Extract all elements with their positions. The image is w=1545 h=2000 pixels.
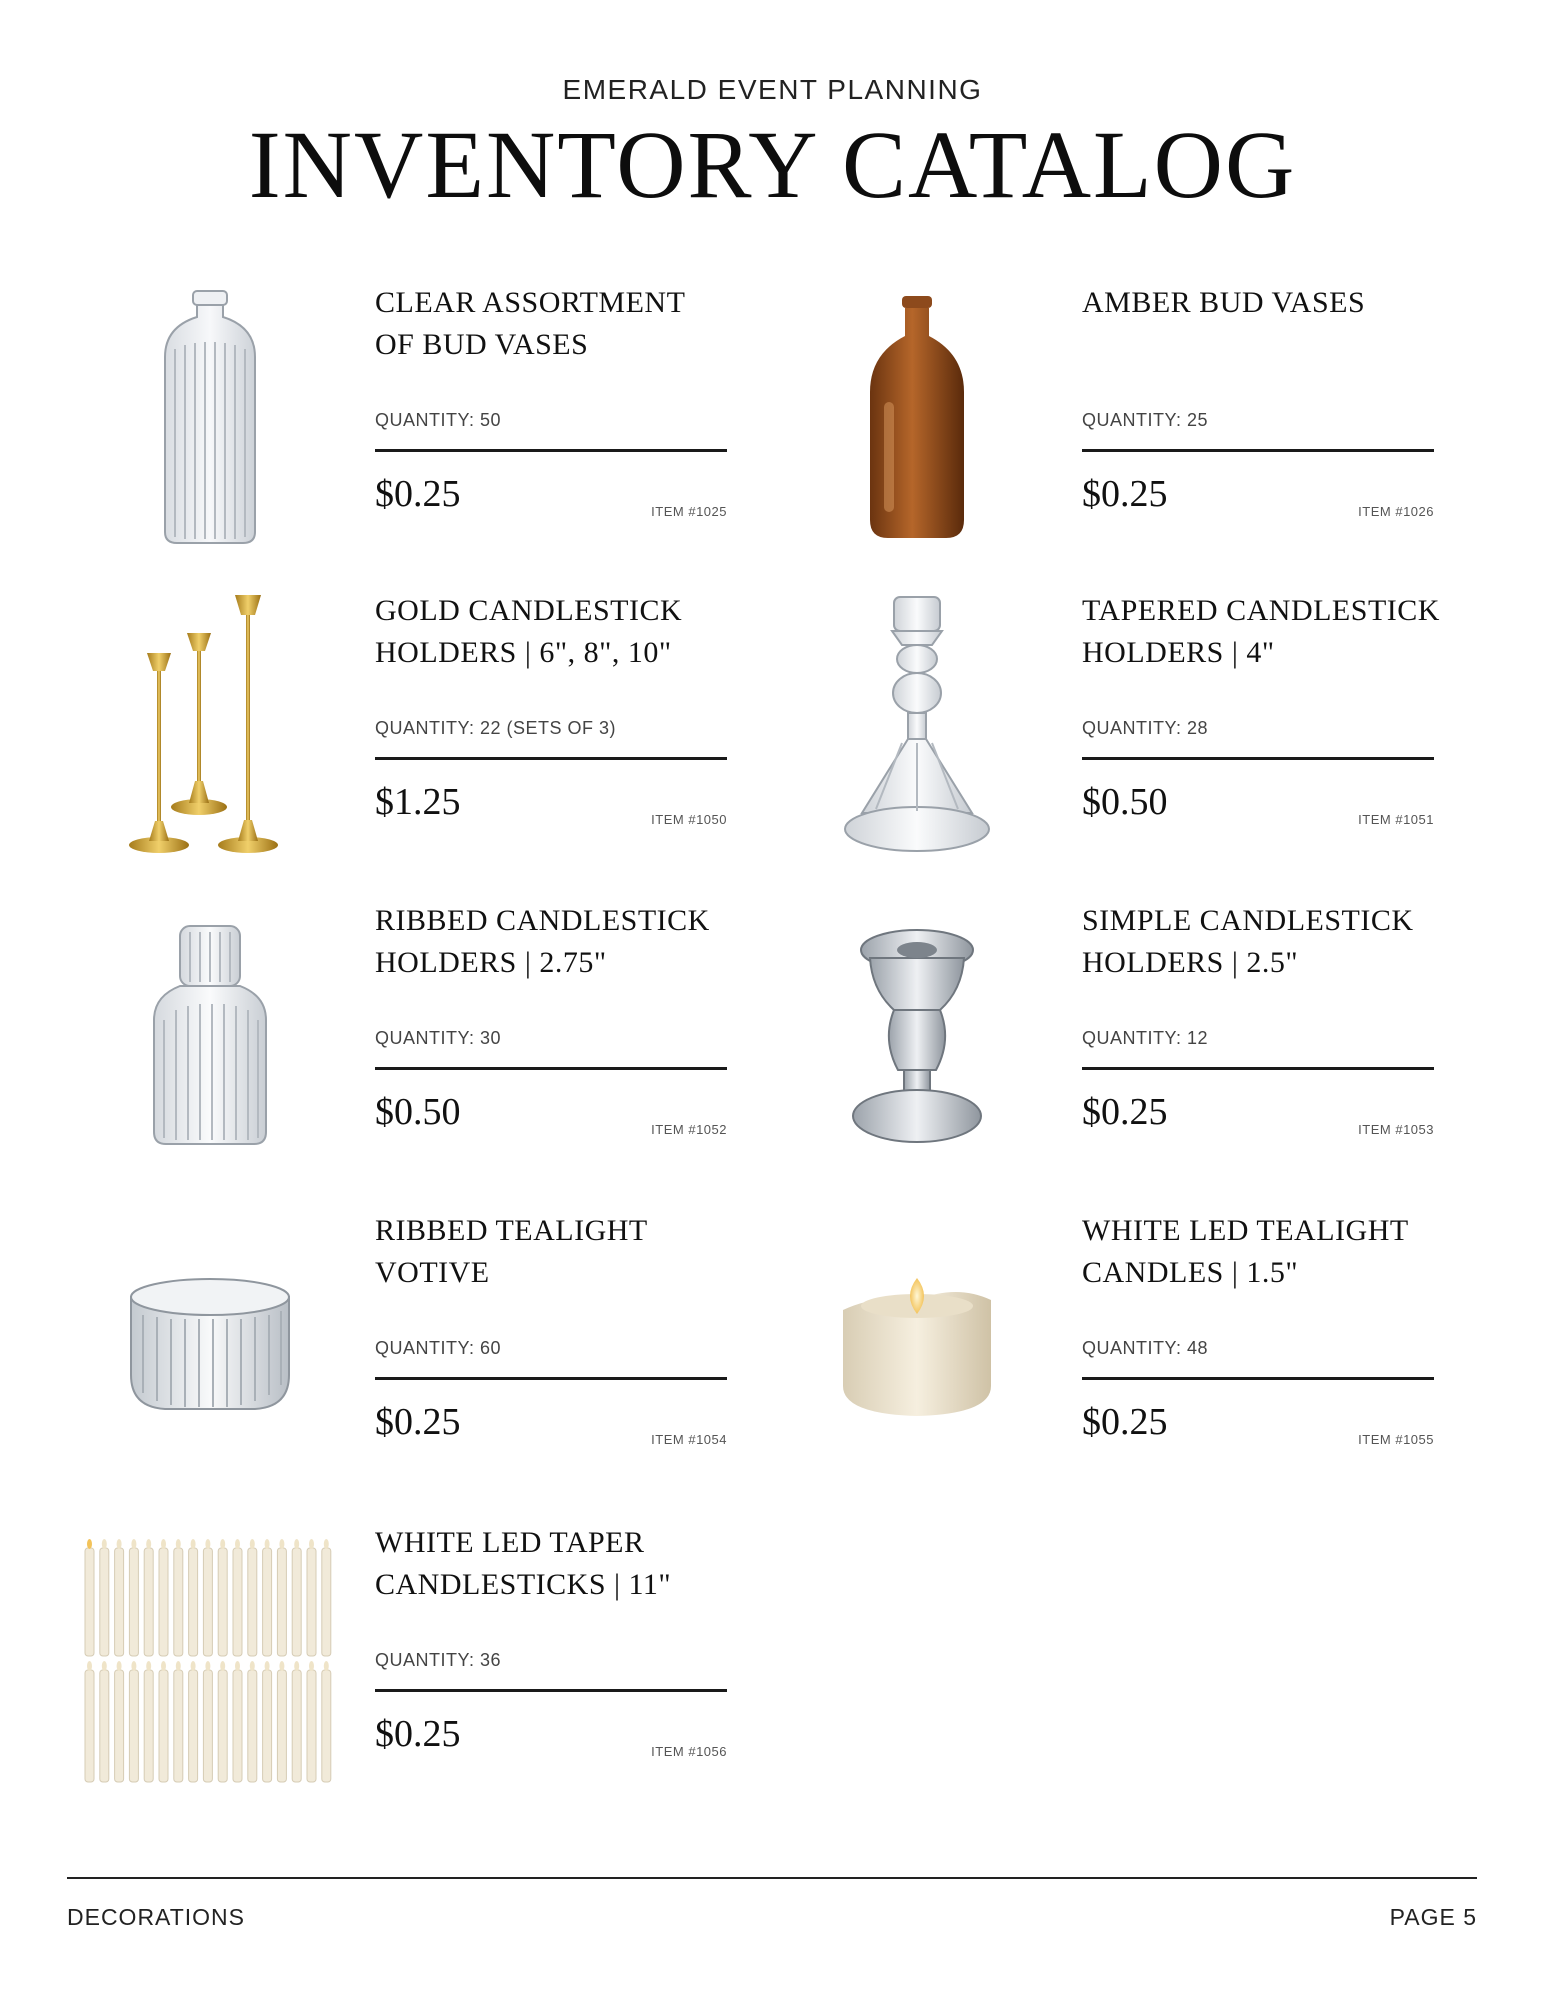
- catalog-item: [75, 1210, 755, 1490]
- item-price: $0.25: [375, 473, 461, 515]
- item-quantity: QUANTITY: 25: [1082, 410, 1209, 430]
- item-name: RIBBED CANDLESTICK HOLDERS | 2.75": [375, 904, 710, 979]
- item-quantity: QUANTITY: 50: [375, 410, 502, 430]
- divider: [375, 1689, 727, 1692]
- item-quantity: QUANTITY: 36: [375, 1650, 502, 1670]
- item-name: RIBBED TEALIGHT VOTIVE: [375, 1214, 648, 1289]
- item-quantity: QUANTITY: 48: [1082, 1338, 1209, 1358]
- item-price: $1.25: [375, 781, 461, 823]
- catalog-item: [782, 1210, 1462, 1490]
- item-number: ITEM #1026: [1358, 504, 1434, 519]
- item-number: ITEM #1056: [651, 1744, 727, 1759]
- gold-candlestick-icon: [75, 590, 345, 860]
- item-price: $0.25: [1082, 473, 1168, 515]
- page-title: INVENTORY CATALOG: [248, 111, 1297, 218]
- item-name: TAPERED CANDLESTICK HOLDERS | 4": [1082, 594, 1440, 669]
- item-quantity: QUANTITY: 60: [375, 1338, 502, 1358]
- led-taper-candles-icon: [75, 1522, 345, 1792]
- page-number: PAGE 5: [1389, 1904, 1477, 1930]
- item-number: ITEM #1051: [1358, 812, 1434, 827]
- item-quantity: QUANTITY: 30: [375, 1028, 502, 1048]
- item-price: $0.25: [1082, 1091, 1168, 1133]
- brand-kicker: EMERALD EVENT PLANNING: [562, 74, 983, 105]
- catalog-item: [75, 900, 755, 1180]
- divider: [375, 1067, 727, 1070]
- divider: [1082, 1377, 1434, 1380]
- divider: [1082, 1067, 1434, 1070]
- section-label: DECORATIONS: [67, 1904, 245, 1930]
- divider: [375, 757, 727, 760]
- catalog-item: [75, 282, 755, 562]
- item-price: $0.25: [375, 1401, 461, 1443]
- item-price: $0.50: [375, 1091, 461, 1133]
- item-number: ITEM #1054: [651, 1432, 727, 1447]
- item-number: ITEM #1025: [651, 504, 727, 519]
- item-price: $0.25: [375, 1713, 461, 1755]
- catalog-item: [782, 900, 1462, 1180]
- item-number: ITEM #1055: [1358, 1432, 1434, 1447]
- item-name: WHITE LED TEALIGHT CANDLES | 1.5": [1082, 1214, 1409, 1289]
- tapered-candlestick-icon: [782, 590, 1052, 860]
- item-name: SIMPLE CANDLESTICK HOLDERS | 2.5": [1082, 904, 1414, 979]
- item-name: AMBER BUD VASES: [1082, 286, 1366, 319]
- led-tealight-icon: [782, 1210, 1052, 1480]
- divider: [375, 449, 727, 452]
- clear-bud-vase-icon: [75, 282, 345, 552]
- item-price: $0.50: [1082, 781, 1168, 823]
- amber-bud-vase-icon: [782, 282, 1052, 552]
- item-number: ITEM #1053: [1358, 1122, 1434, 1137]
- ribbed-candlestick-icon: [75, 900, 345, 1170]
- simple-candlestick-icon: [782, 900, 1052, 1170]
- item-name: GOLD CANDLESTICK HOLDERS | 6", 8", 10": [375, 594, 683, 669]
- item-number: ITEM #1050: [651, 812, 727, 827]
- item-name: CLEAR ASSORTMENT OF BUD VASES: [375, 286, 686, 361]
- catalog-item: [75, 590, 755, 870]
- item-name: WHITE LED TAPER CANDLESTICKS | 11": [375, 1526, 672, 1601]
- catalog-item: [75, 1522, 755, 1802]
- item-number: ITEM #1052: [651, 1122, 727, 1137]
- ribbed-votive-icon: [75, 1210, 345, 1480]
- divider: [1082, 757, 1434, 760]
- divider: [1082, 449, 1434, 452]
- item-quantity: QUANTITY: 12: [1082, 1028, 1209, 1048]
- item-quantity: QUANTITY: 28: [1082, 718, 1209, 738]
- catalog-item: [782, 282, 1462, 562]
- item-quantity: QUANTITY: 22 (SETS OF 3): [375, 718, 617, 738]
- catalog-item: [782, 590, 1462, 870]
- item-price: $0.25: [1082, 1401, 1168, 1443]
- footer-divider: [67, 1877, 1477, 1879]
- divider: [375, 1377, 727, 1380]
